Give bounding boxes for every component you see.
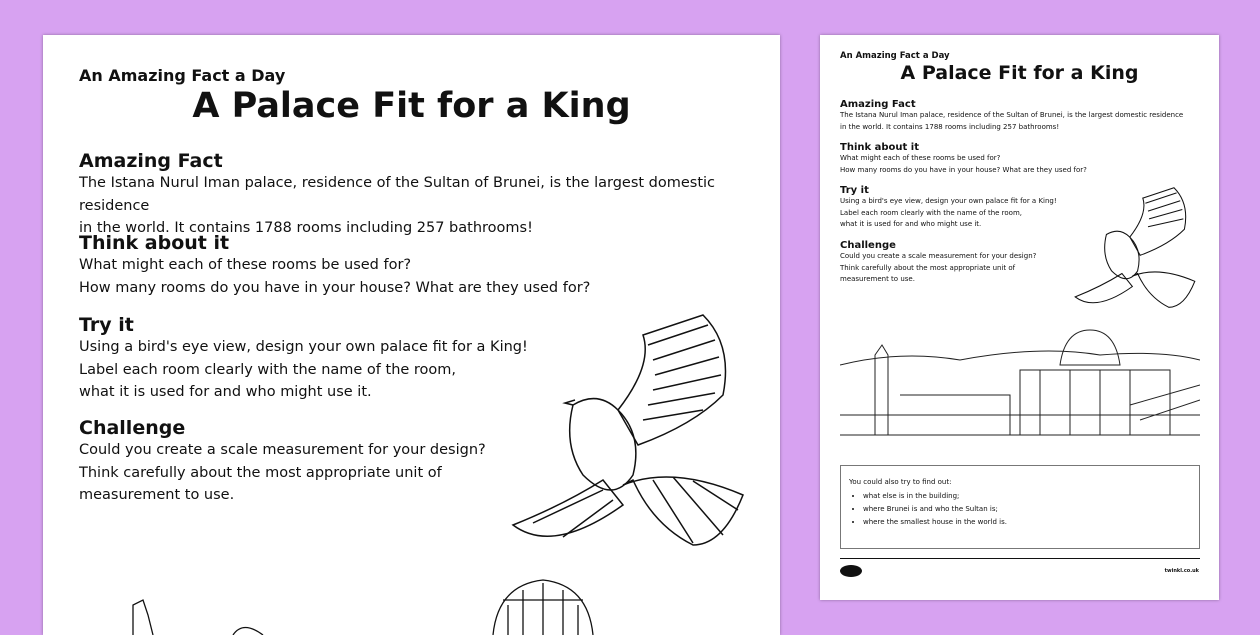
section-amazing-fact bbox=[79, 150, 759, 240]
palace-illustration bbox=[123, 575, 723, 635]
section-line: The Istana Nurul Iman palace, residence of the Sultan of Brunei, is the largest domestic residence bbox=[840, 111, 1184, 119]
page-title: A Palace Fit for a King bbox=[192, 86, 631, 126]
find-out-intro: You could also try to find out: bbox=[849, 478, 952, 486]
section-line: The Istana Nurul Iman palace, residence of the Sultan of Brunei, is the largest domestic residence bbox=[79, 175, 716, 214]
section-line: Think carefully about the most appropriate unit of bbox=[840, 263, 1016, 272]
find-out-item: • where Brunei is and who the Sultan is; bbox=[863, 503, 1199, 516]
section-line: measurement to use. bbox=[840, 275, 915, 283]
section-line: How many rooms do you have in your house? What are they used for? bbox=[840, 165, 1087, 174]
kicker: An Amazing Fact a Day bbox=[840, 51, 950, 61]
section-line: Label each room clearly with the name of the room, bbox=[79, 361, 457, 378]
section-heading: Amazing Fact bbox=[840, 99, 916, 110]
section-line: What might each of these rooms be used for? bbox=[840, 154, 1001, 162]
section-heading: Challenge bbox=[79, 417, 186, 439]
section-line: in the world. It contains 1788 rooms including 257 bathrooms! bbox=[79, 220, 533, 236]
find-out-item: • what else is in the building; bbox=[863, 490, 1199, 503]
section-line: What might each of these rooms be used for? bbox=[79, 257, 412, 273]
twinkl-logo bbox=[840, 565, 862, 577]
section-amazing-fact bbox=[840, 99, 1210, 133]
bird-illustration bbox=[1070, 180, 1200, 315]
footer-url: twinkl.co.uk bbox=[1164, 568, 1199, 574]
section-line: measurement to use. bbox=[79, 487, 235, 503]
section-line: Label each room clearly with the name of the room, bbox=[840, 208, 1023, 217]
palace-illustration bbox=[840, 325, 1200, 455]
section-line: Could you create a scale measurement for your design? bbox=[840, 252, 1037, 260]
footer-divider bbox=[840, 558, 1200, 559]
find-out-item: • where the smallest house in the world is. bbox=[863, 516, 1199, 529]
section-line: How many rooms do you have in your house? What are they used for? bbox=[79, 279, 591, 296]
section-line: Using a bird's eye view, design your own palace fit for a King! bbox=[79, 339, 528, 355]
kicker: An Amazing Fact a Day bbox=[79, 66, 286, 85]
section-heading: Challenge bbox=[840, 240, 896, 251]
page-title: A Palace Fit for a King bbox=[900, 62, 1139, 84]
section-line: Could you create a scale measurement for your design? bbox=[79, 442, 486, 458]
worksheet-preview-large bbox=[43, 35, 780, 635]
section-line: in the world. It contains 1788 rooms including 257 bathrooms! bbox=[840, 122, 1060, 131]
section-heading: Try it bbox=[840, 185, 869, 196]
section-heading: Think about it bbox=[840, 142, 919, 153]
find-out-box bbox=[840, 465, 1200, 549]
section-line: Think carefully about the most appropriate unit of bbox=[79, 464, 442, 481]
worksheet-preview-small bbox=[820, 35, 1219, 600]
bird-illustration bbox=[503, 305, 753, 555]
section-heading: Think about it bbox=[79, 232, 230, 254]
section-heading: Try it bbox=[79, 314, 134, 336]
section-heading: Amazing Fact bbox=[79, 150, 223, 172]
section-line: Using a bird's eye view, design your own palace fit for a King! bbox=[840, 197, 1057, 205]
section-think-about-it bbox=[840, 142, 1210, 176]
section-line: what it is used for and who might use it. bbox=[840, 220, 982, 228]
section-line: what it is used for and who might use it. bbox=[79, 384, 372, 400]
section-think-about-it bbox=[79, 232, 759, 299]
